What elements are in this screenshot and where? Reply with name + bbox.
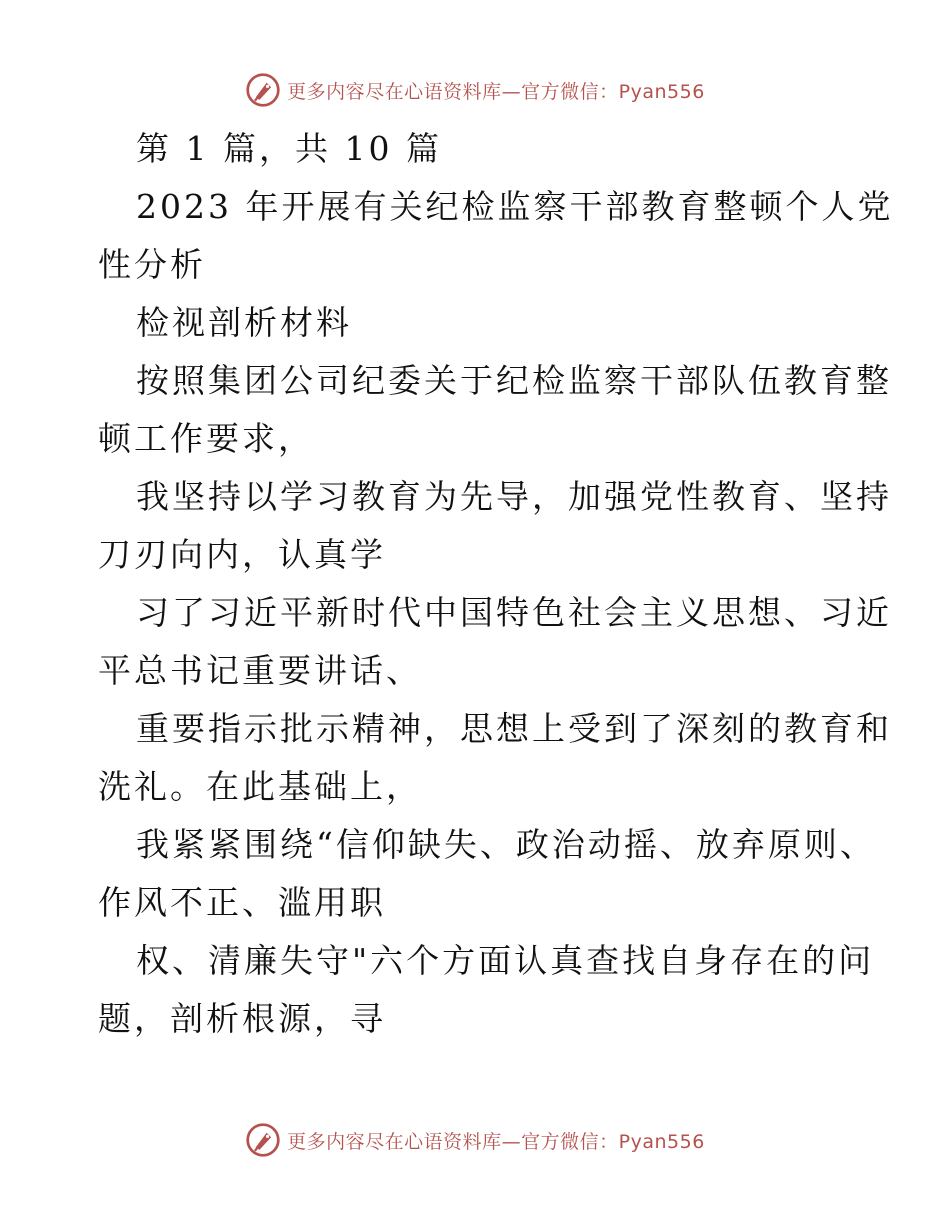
- text-line: 权、清廉失守"六个方面认真查找自身存在的问: [136, 941, 875, 980]
- text-line: 刀刃向内，认真学: [98, 535, 386, 574]
- text-line: 第 1 篇，共 10 篇: [136, 129, 442, 168]
- text-line: 检视剖析材料: [136, 303, 352, 342]
- text-line: 顿工作要求，: [98, 419, 314, 458]
- text-line: 平总书记重要讲话、: [98, 651, 422, 690]
- footer-watermark: [0, 1120, 950, 1160]
- pen-nib-logo-icon: [245, 1122, 281, 1158]
- text-line: 性分析: [98, 245, 206, 284]
- pen-nib-logo-icon: [245, 72, 281, 108]
- text-line: 题，剖析根源，寻: [98, 999, 386, 1038]
- text-line: 我紧紧围绕“信仰缺失、政治动摇、放弃原则、: [136, 825, 876, 864]
- text-line: 作风不正、滥用职: [98, 883, 386, 922]
- header-watermark: [0, 70, 950, 110]
- text-line: 2023 年开展有关纪检监察干部教育整顿个人党: [136, 187, 894, 226]
- text-line: 重要指示批示精神，思想上受到了深刻的教育和: [136, 709, 892, 748]
- text-line: 习了习近平新时代中国特色社会主义思想、习近: [136, 593, 892, 632]
- text-line: 洗礼。在此基础上，: [98, 767, 422, 806]
- text-line: 我坚持以学习教育为先导，加强党性教育、坚持: [136, 477, 892, 516]
- watermark-text: 更多内容尽在心语资料库—官方微信：Pyan556: [287, 1130, 705, 1153]
- text-line: 按照集团公司纪委关于纪检监察干部队伍教育整: [136, 361, 892, 400]
- document-body: [98, 120, 894, 1048]
- watermark-text: 更多内容尽在心语资料库—官方微信：Pyan556: [287, 80, 705, 103]
